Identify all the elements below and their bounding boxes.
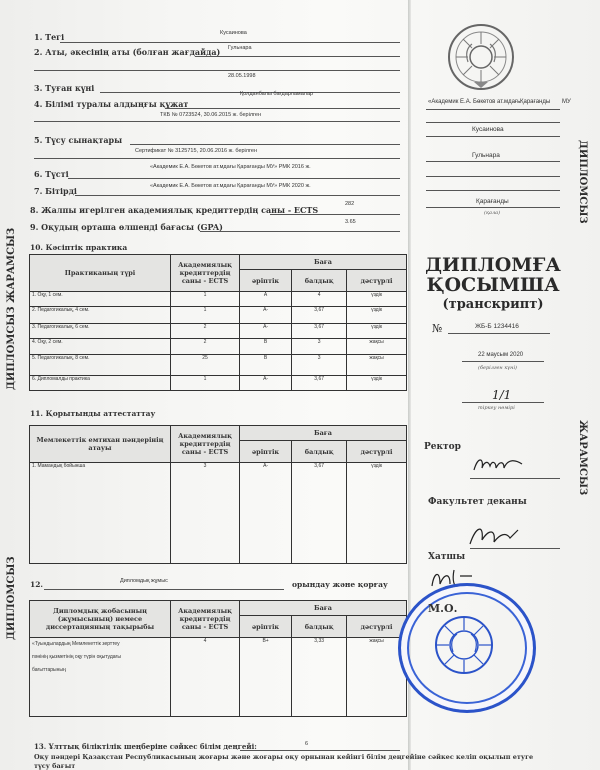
practice-row [30,376,407,391]
practice-header-type: Практиканың түрі [30,255,171,292]
title-qosymsha: ҚОСЫМША [426,274,560,296]
section-12-tail: орындау және қорғау [292,580,388,589]
side-text-left-bottom: ДИПЛОМСЫЗ [6,556,17,640]
field-6-value: «Академик Е.А. Бөкетов ат.мдағы Қарағанды МУ» РМК 2016 ж. [150,164,311,170]
field-9-value: 3.65 [345,219,356,225]
field-6-label: 6. Түсті [34,169,69,179]
practice-cell-trad: үздік [347,307,407,324]
exam-header-points: балдық [292,441,347,463]
practice-cell-trad: үздік [347,324,407,339]
practice-cell-points: 3,67 [292,324,347,339]
field-1-label: 1. Тегі [34,32,65,42]
practice-cell-credits: 1 [171,307,240,324]
practice-cell-name: 2. Педагогикалық, 4 сем. [30,307,171,324]
practice-header-grade: Баға [240,255,407,270]
number-value: ЖБ-Б 1234416 [475,323,519,330]
field-7-value: «Академик Е.А. Бөкетов ат.мдағы Қарағанды МУ» РМК 2020 ж. [150,183,311,189]
practice-cell-letter: B [240,355,292,376]
field-4-label: 4. Білімі туралы алдыңғы құжат [34,99,189,109]
practice-row [30,339,407,355]
exam-table [29,425,407,564]
practice-cell-trad: үздік [347,376,407,391]
field-7-label: 7. Бітірді [34,186,77,196]
practice-cell-points: 4 [292,292,347,307]
practice-cell-credits: 2 [171,339,240,355]
field-2-dob: 28.05.1998 [228,73,256,79]
thesis-trad: жақсы [347,638,407,717]
practice-cell-credits: 1 [171,292,240,307]
side-text-right-bottom: ЖАРАМСЫЗ [577,420,588,496]
practice-cell-points: 3 [292,355,347,376]
practice-table [29,254,407,391]
reg-number-note: тіркеу нөмірі [478,405,515,411]
city: Қарағанды [476,198,509,205]
practice-row [30,307,407,324]
practice-cell-letter: A [240,292,292,307]
bottom-text-2: түсу бағыт [34,762,76,770]
practice-cell-credits: 1 [171,376,240,391]
name-line-1: Кусаинова [472,126,504,133]
practice-row [30,355,407,376]
thesis-header-credits: Академиялық кредиттердің саны - ECTS [171,601,240,638]
exam-header-grade: Баға [240,426,407,441]
section-12-fill: Дипломдық жұмыс [120,578,168,584]
exam-cell-credits: 3 [171,463,240,564]
section-13-label: 13. Ұлттық біліктілік шеңберіне сәйкес білім деңгейі: [34,742,257,751]
exam-header-credits: Академиялық кредиттердің саны - ECTS [171,426,240,463]
field-8-label: 8. Жалпы игерілген академиялық кредиттердің саны - ECTS [30,205,319,215]
thesis-points: 3,33 [292,638,347,717]
coat-of-arms-emblem [446,22,516,92]
exam-cell-name: 1. Мамандық бойынша [30,463,171,564]
exam-cell-trad: үздік [347,463,407,564]
practice-header-letter: әріптік [240,270,292,292]
exam-header-trad: дәстүрлі [347,441,407,463]
issue-date: 22 маусым 2020 [478,352,524,358]
side-text-right-top: ДИПЛОМСЫЗ [577,140,588,224]
exam-cell-points: 3,67 [292,463,347,564]
stamp-emblem-icon [431,612,497,678]
dean-label: Факультет деканы [428,497,527,507]
side-text-left-top: ДИПЛОМСЫЗ ЖАРАМСЫЗ [6,227,17,390]
number-label: № [432,322,443,335]
practice-cell-letter: A- [240,307,292,324]
name-line-2: Гульнара [472,152,500,159]
section-11-title: 11. Қорытынды аттестаттау [30,409,156,418]
thesis-credits: 4 [171,638,240,717]
exam-cell-letter: A- [240,463,292,564]
stamp-mo-label: М.О. [428,602,458,615]
field-5-value: Сертификат № 3125715, 20.06.2016 ж. берілген [135,148,257,154]
org-name-3: МУ [562,99,571,105]
rector-signature [470,452,530,478]
official-stamp [398,583,536,713]
practice-cell-credits: 25 [171,355,240,376]
city-note: (қала) [484,210,501,216]
practice-cell-points: 3 [292,339,347,355]
exam-header-letter: әріптік [240,441,292,463]
thesis-header-points: балдық [292,616,347,638]
field-2-value: Гульнара [228,45,252,51]
field-3-value: Қолданбалы бағдарламалар [240,91,314,97]
thesis-extra-2: бағыттарының [32,667,66,673]
thesis-header-trad: дәстүрлі [347,616,407,638]
field-4-value: ТКБ № 0723524, 30.06.2015 ж. берілген [160,112,262,118]
thesis-header-letter: әріптік [240,616,292,638]
section-10-title: 10. Кәсіптік практика [30,243,128,252]
thesis-header-grade: Баға [240,601,407,616]
practice-cell-name: 6. Дипломалды практика [30,376,171,391]
field-5-label: 5. Түсу сынақтары [34,135,123,145]
practice-cell-points: 3,67 [292,307,347,324]
practice-row [30,292,407,307]
title-transcript: (транскрипт) [442,297,544,312]
thesis-table [29,600,407,717]
issue-date-note: (берілген күні) [478,365,517,371]
exam-header-name: Мемлекеттік емтихан пәндерінің атауы [30,426,171,463]
practice-cell-name: 5. Педагогикалық, 8 сем. [30,355,171,376]
practice-cell-name: 3. Педагогикалық, 6 сем. [30,324,171,339]
practice-cell-trad: жақсы [347,339,407,355]
practice-header-points: балдық [292,270,347,292]
field-3-label: 3. Туған күні [34,83,95,93]
field-2-label: 2. Аты, әкесінің аты (болған жағдайда) [34,47,221,57]
practice-cell-points: 3,67 [292,376,347,391]
bottom-text: Оқу пәндері Қазақстан Республикасының жоғары және жоғары оқу орнынан кейінгі білім деңгейіне сәйкес келіп оқылып етуге [34,753,534,761]
thesis-extra-1: пәнінің қызметінің оқу түрін оқытудағы [32,654,121,660]
secretary-label: Хатшы [428,552,466,562]
field-1-value: Кусаинова [220,30,247,36]
practice-header-trad: дәстүрлі [347,270,407,292]
practice-cell-trad: жақсы [347,355,407,376]
field-9-label: 9. Оқудың орташа өлшенді бағасы (GPA) [30,222,223,232]
practice-cell-trad: үздік [347,292,407,307]
practice-header-credits: Академиялық кредиттердің саны - ECTS [171,255,240,292]
field-8-value: 282 [345,201,355,207]
org-name: «Академик Е.А. Бөкетов ат.мдағы [428,99,522,105]
thesis-header-name: Дипломдық жобасының (жұмысының) немесе диссертацияның тақырыбы [30,601,171,638]
practice-cell-letter: B [240,339,292,355]
thesis-cell-name [30,638,171,717]
title-diplom: ДИПЛОМҒА [425,254,561,276]
section-12-label: 12. [30,580,44,589]
practice-cell-name: 1. Оқу, 1 сем. [30,292,171,307]
rector-label: Ректор [424,442,461,452]
dean-signature [466,520,526,550]
reg-number: 1/1 [492,388,512,402]
section-13-value: 6 [305,741,309,747]
practice-cell-letter: A- [240,324,292,339]
practice-cell-letter: A- [240,376,292,391]
org-name-2: Қарағанды [520,99,551,105]
thesis-letter: B+ [240,638,292,717]
thesis-name: «Туындылардың Мемлекеттік зерттеу [32,641,120,647]
practice-row [30,324,407,339]
practice-cell-credits: 2 [171,324,240,339]
exam-row [30,463,407,564]
practice-cell-name: 4. Оқу, 2 сем. [30,339,171,355]
